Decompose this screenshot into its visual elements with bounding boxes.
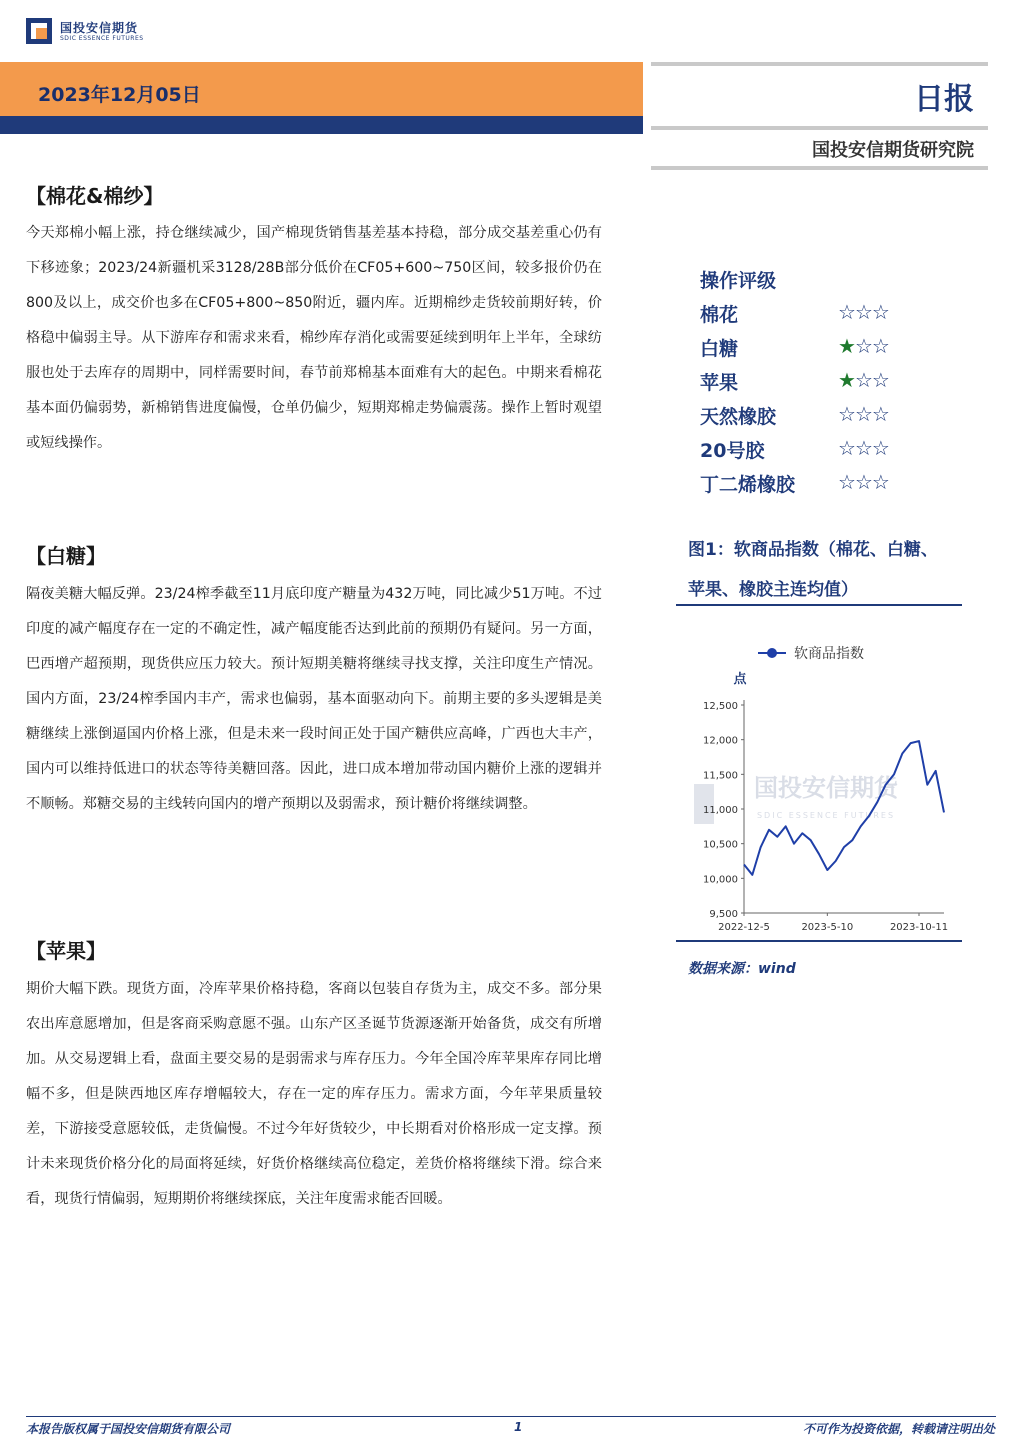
rating-item-name: 苹果: [700, 372, 739, 394]
section-body-cotton: 今天郑棉小幅上涨，持仓继续减少，国产棉现货销售基差基本持稳，部分成交基差重心仍有下移迹象；2023/24新疆机采3128/28B部分低价在CF05+600~750区间，较多报价仍在800及以上，成交价也多在CF05+800~850附近，疆内库。近期棉纱走货较前期好转，价格稳中偏弱主导。从下游库存和需求来看，棉纱库存消化或需要延续到明年上半年，全球纺服也处于去库存的周期中，同样需要时间，春节前郑棉基本面难有大的起色。中期来看棉花基本面仍偏弱势，新棉销售进度偏慢，仓单仍偏少，短期郑棉走势偏震荡。操作上暂时观望或短线操作。: [26, 225, 602, 451]
rating-item-name: 天然橡胶: [700, 406, 777, 428]
star-empty-icon: ☆: [854, 436, 872, 460]
rating-item-name: 白糖: [700, 338, 739, 360]
rating-stars: [838, 300, 889, 324]
report-type-title: 日报: [914, 82, 974, 117]
rating-item-name: 丁二烯橡胶: [700, 474, 796, 496]
y-tick-label: 12,000: [703, 735, 738, 747]
star-empty-icon: ☆: [838, 300, 855, 324]
rating-row: [700, 402, 930, 432]
header-navy-band: [0, 116, 643, 134]
star-empty-icon: ☆: [871, 334, 889, 358]
rating-stars: [838, 368, 889, 392]
divider: [651, 166, 988, 170]
watermark-logo-icon: [694, 784, 714, 824]
star-empty-icon: ☆: [871, 300, 889, 324]
data-source: 数据来源：wind: [688, 961, 796, 977]
soft-commodity-index-chart: [676, 608, 962, 938]
y-tick-label: 9,500: [709, 909, 738, 920]
y-tick-label: 10,500: [703, 839, 738, 851]
y-tick-label: 11,500: [703, 770, 738, 782]
footer-copyright: 本报告版权属于国投安信期货有限公司: [26, 1422, 231, 1436]
star-empty-icon: ☆: [871, 436, 889, 460]
rating-row: [700, 334, 930, 364]
figure-title: 图1：软商品指数（棉花、白糖、苹果、橡胶主连均值）: [688, 540, 938, 600]
section-body-apple: 期价大幅下跌。现货方面，冷库苹果价格持稳，客商以包装自存货为主，成交不多。部分果农出库意愿增加，但是客商采购意愿不强。山东产区圣诞节货源逐渐开始备货，成交有所增加。从交易逻辑上看，盘面主要交易的是弱需求与库存压力。今年全国冷库苹果库存同比增幅不多，但是陕西地区库存增幅较大，存在一定的库存压力。需求方面，今年苹果质量较差，下游接受意愿较低，走货偏慢。不过今年好货较少，中长期看对价格形成一定支撑。预计未来现货价格分化的局面将延续，好货价格继续高位稳定，差货价格将继续下滑。综合来看，现货行情偏弱，短期期价将继续探底，关注年度需求能否回暖。: [26, 981, 602, 1207]
footer-rule: [26, 1416, 996, 1417]
star-empty-icon: ☆: [838, 470, 855, 494]
rating-stars: [838, 334, 889, 358]
rating-stars: [838, 436, 889, 460]
divider: [651, 62, 988, 66]
series-line: [744, 741, 944, 875]
divider: [651, 126, 988, 130]
x-tick-label: 2023-10-11: [889, 922, 949, 933]
rating-stars: [838, 470, 889, 494]
star-empty-icon: ☆: [871, 368, 889, 392]
star-filled-icon: ★: [838, 334, 855, 358]
figure-top-rule: [676, 604, 962, 606]
star-empty-icon: ☆: [854, 402, 872, 426]
watermark-text: 国投安信期货: [754, 774, 898, 802]
legend-marker: [767, 648, 777, 658]
section-title-cotton: 【棉花&棉纱】: [26, 184, 164, 208]
star-empty-icon: ☆: [838, 402, 855, 426]
star-empty-icon: ☆: [871, 402, 889, 426]
company-logo: [26, 18, 161, 50]
section-body-sugar: 隔夜美糖大幅反弹。23/24榨季截至11月底印度产糖量为432万吨，同比减少51万吨。不过印度的减产幅度存在一定的不确定性，减产幅度能否达到此前的预期仍有疑问。另一方面，巴西增产超预期，现货供应压力较大。预计短期美糖将继续寻找支撑，关注印度生产情况。国内方面，23/24榨季国内丰产，需求也偏弱，基本面驱动向下。前期主要的多头逻辑是美糖继续上涨倒逼国内价格上涨，但是未来一段时间正处于国产糖供应高峰，广西也大丰产，国内可以维持低进口的状态等待美糖回落。因此，进口成本增加带动国内糖价上涨的逻辑并不顺畅。郑糖交易的主线转向国内的增产预期以及弱需求，预计糖价将继续调整。: [26, 586, 602, 812]
rating-item-name: 20号胶: [700, 440, 765, 462]
rating-row: [700, 300, 930, 330]
star-empty-icon: ☆: [854, 470, 872, 494]
watermark-text-en: SDIC ESSENCE FUTURES: [756, 811, 896, 820]
star-empty-icon: ☆: [854, 300, 872, 324]
y-tick-label: 12,500: [703, 701, 738, 712]
figure-bottom-rule: [676, 940, 962, 942]
rating-title: 操作评级: [700, 270, 777, 292]
footer-disclaimer: 不可作为投资依据，转载请注明出处: [802, 1422, 995, 1436]
rating-row: [700, 368, 930, 398]
star-empty-icon: ☆: [871, 470, 889, 494]
star-empty-icon: ☆: [854, 368, 872, 392]
x-tick-label: 2023-5-10: [801, 922, 854, 933]
rating-row: [700, 470, 930, 500]
report-date: 2023年12月05日: [38, 84, 201, 106]
legend-label: 软商品指数: [794, 646, 864, 662]
page-number: 1: [514, 1420, 523, 1434]
logo-mark-icon: [26, 18, 52, 44]
star-empty-icon: ☆: [854, 334, 872, 358]
y-tick-label: 11,000: [703, 805, 738, 816]
section-title-sugar: 【白糖】: [26, 544, 106, 568]
section-title-apple: 【苹果】: [26, 939, 106, 963]
y-tick-label: 10,000: [703, 874, 738, 886]
logo-text-cn: 国投安信期货: [60, 21, 139, 35]
star-filled-icon: ★: [838, 368, 855, 392]
y-axis-label: 点: [733, 672, 747, 687]
x-tick-label: 2022-12-5: [718, 922, 770, 933]
rating-item-name: 棉花: [700, 304, 739, 326]
rating-stars: [838, 402, 889, 426]
logo-text-en: SDIC ESSENCE FUTURES: [60, 35, 144, 42]
institute-name: 国投安信期货研究院: [812, 140, 974, 161]
rating-row: [700, 436, 930, 466]
star-empty-icon: ☆: [838, 436, 855, 460]
